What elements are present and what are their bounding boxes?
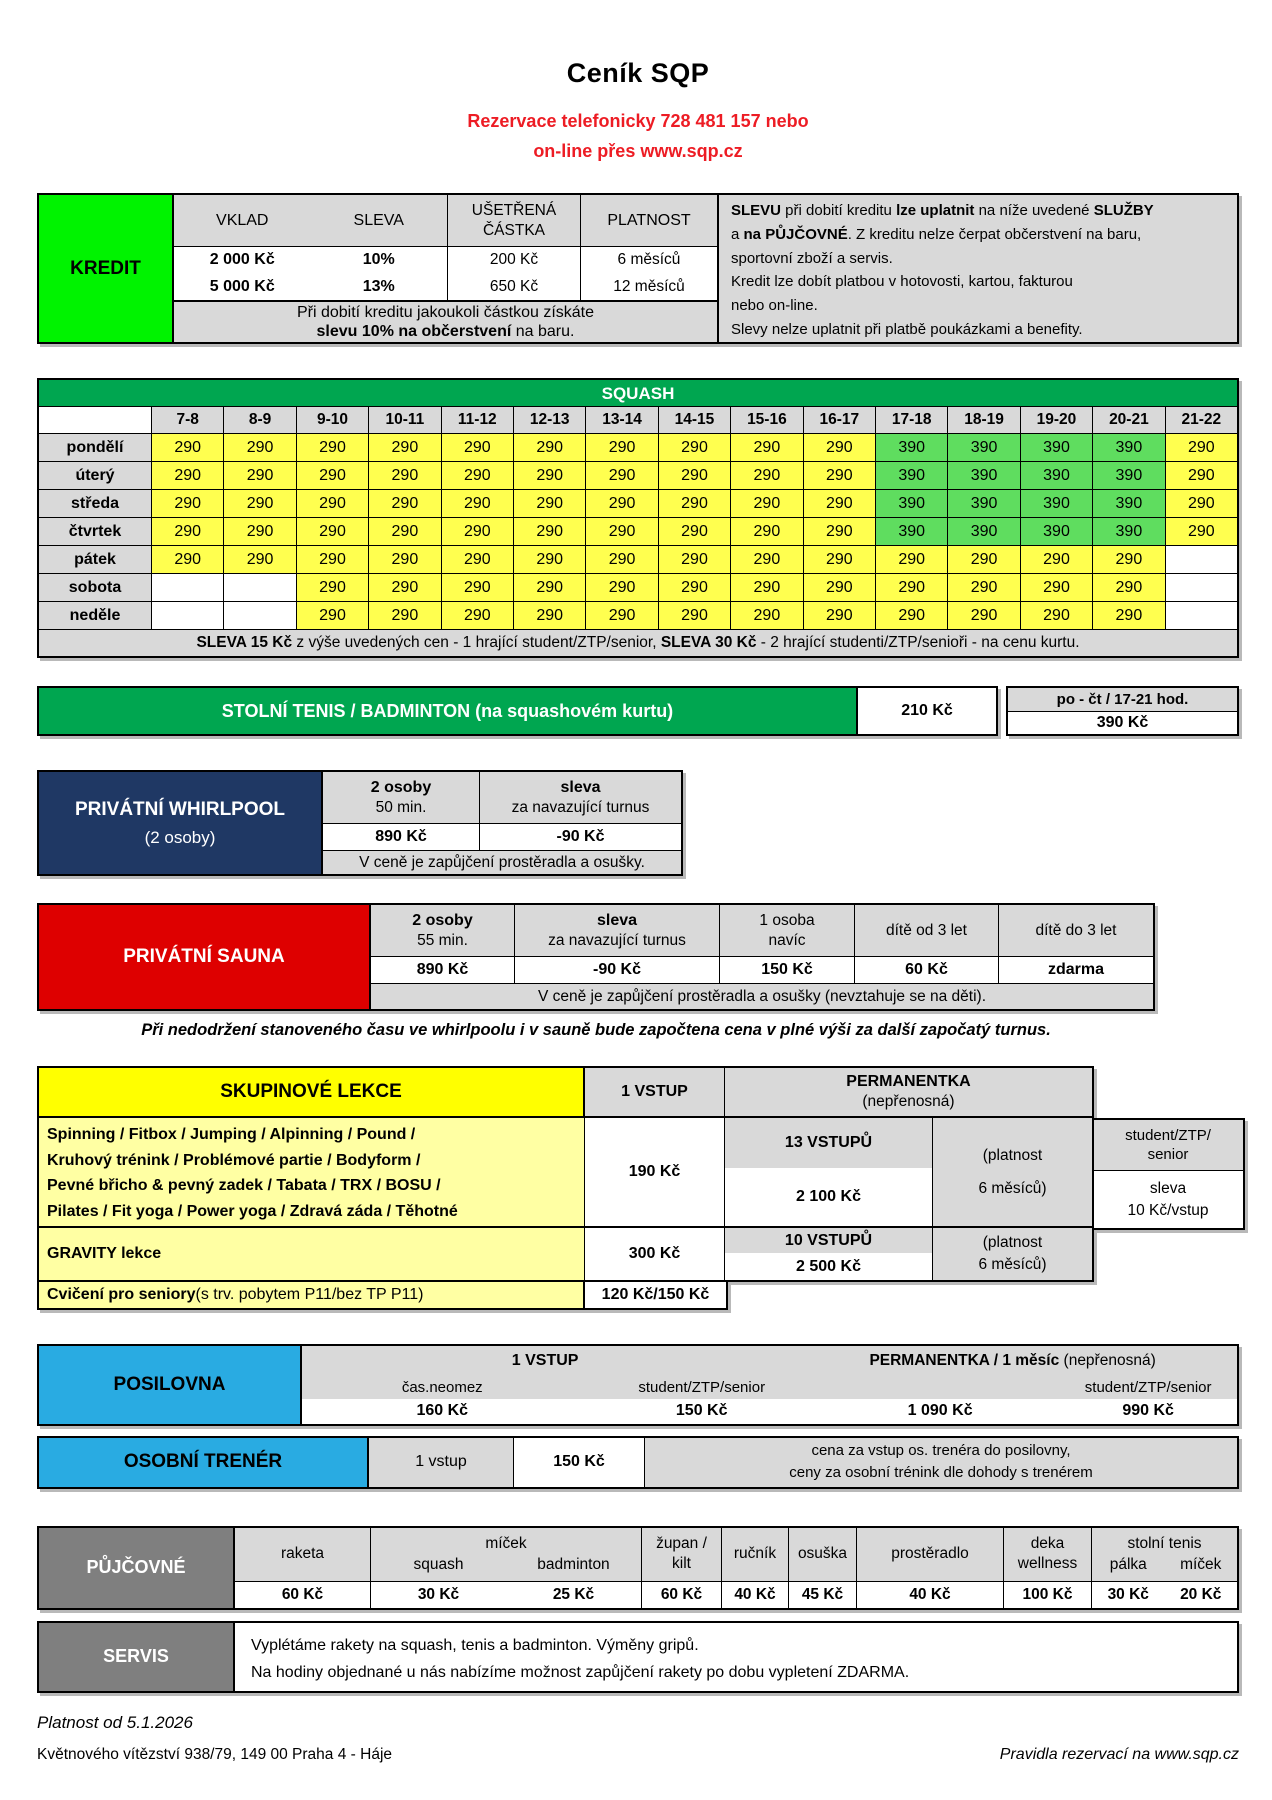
squash-price-cell: 290 <box>803 489 875 517</box>
sauna-child-under3-header: dítě do 3 let <box>1035 921 1117 939</box>
kredit-platnost-value: 6 měsíců <box>617 251 681 269</box>
rental-sub-label: squash <box>413 1555 464 1573</box>
rental-column <box>1091 1528 1237 1608</box>
rental-sub-price: 20 Kč <box>1180 1585 1222 1603</box>
kredit-sleva-value: 13% <box>362 277 395 295</box>
gravity-lesson-name: GRAVITY lekce <box>39 1228 585 1280</box>
squash-price-cell: 290 <box>585 489 657 517</box>
squash-time-header: 13-14 <box>585 407 657 433</box>
rental-label: PŮJČOVNÉ <box>39 1528 235 1608</box>
group-lessons-entry-header: 1 VSTUP <box>585 1068 725 1116</box>
rental-sub-label: pálka <box>1109 1555 1147 1573</box>
squash-price-cell: 290 <box>585 433 657 461</box>
squash-price-cell: 290 <box>1165 489 1237 517</box>
student-discount-box <box>1092 1118 1245 1230</box>
squash-grid <box>39 407 1237 629</box>
kredit-label: KREDIT <box>39 195 174 342</box>
squash-price-cell: 290 <box>368 545 440 573</box>
gravity-entry-price: 300 Kč <box>585 1228 725 1280</box>
squash-price-cell <box>151 601 223 629</box>
squash-price-cell: 290 <box>1165 517 1237 545</box>
sauna-price: 890 Kč <box>371 957 515 983</box>
rental-column-price <box>371 1581 641 1608</box>
lesson-pass-price: 2 100 Kč <box>725 1168 932 1226</box>
squash-price-cell <box>223 601 295 629</box>
lesson-entry-price: 190 Kč <box>585 1118 725 1226</box>
table-tennis-title: STOLNÍ TENIS / BADMINTON (na squashovém kurtu) <box>39 688 856 734</box>
squash-time-header: 14-15 <box>658 407 730 433</box>
squash-price-cell: 390 <box>1092 461 1164 489</box>
squash-price-cell: 390 <box>1020 489 1092 517</box>
sauna-header-row <box>371 905 1153 957</box>
gym-header-row <box>302 1346 1237 1377</box>
squash-price-cell: 290 <box>658 461 730 489</box>
squash-price-cell: 390 <box>947 433 1019 461</box>
rental-column <box>235 1528 370 1608</box>
sauna-price-row <box>371 957 1153 984</box>
kredit-usetrena-value: 200 Kč <box>448 247 581 273</box>
squash-price-cell: 290 <box>947 573 1019 601</box>
group-lessons-title: SKUPINOVÉ LEKCE <box>39 1068 585 1116</box>
gravity-pass-validity: (platnost 6 měsíců) <box>933 1228 1092 1280</box>
squash-price-cell: 390 <box>947 489 1019 517</box>
group-lessons-section <box>37 1066 1211 1310</box>
squash-time-header: 11-12 <box>441 407 513 433</box>
personal-trainer-table <box>37 1436 1239 1489</box>
gym-sub-label: student/ZTP/senior <box>1084 1379 1212 1396</box>
rental-column-title: kilt <box>672 1555 691 1572</box>
squash-time-header: 12-13 <box>513 407 585 433</box>
lesson-pass-validity: (platnost 6 měsíců) <box>933 1118 1092 1226</box>
rental-sub-label: míček <box>1180 1555 1222 1573</box>
rental-column-header: raketa <box>235 1528 370 1581</box>
squash-price-cell: 290 <box>1165 461 1237 489</box>
squash-time-header: 17-18 <box>875 407 947 433</box>
rental-column-price: 40 Kč <box>857 1581 1003 1608</box>
squash-price-cell: 290 <box>296 545 368 573</box>
squash-price-cell: 290 <box>585 601 657 629</box>
rental-column-price: 60 Kč <box>235 1581 370 1608</box>
rental-column <box>788 1528 856 1608</box>
whirlpool-duration-header: 2 osoby 50 min. <box>323 772 480 823</box>
rental-column-header: ručník <box>722 1528 788 1581</box>
gym-subheader-row <box>302 1377 1237 1399</box>
sauna-child-over3-header: dítě od 3 let <box>855 905 999 956</box>
squash-time-header: 15-16 <box>730 407 802 433</box>
squash-price-cell: 290 <box>368 489 440 517</box>
squash-price-cell: 290 <box>223 517 295 545</box>
pujcovne-columns <box>235 1528 1237 1608</box>
rental-column-header <box>1092 1528 1237 1581</box>
squash-price-cell: 290 <box>368 517 440 545</box>
squash-price-cell: 290 <box>585 517 657 545</box>
overtime-warning: Při nedodržení stanoveného času ve whirlpoolu i v sauně bude započtena cena v plné výši za další započatý turnus. <box>141 1021 1051 1039</box>
rental-column-title: deka <box>1030 1535 1065 1552</box>
gym-sub-label: student/ZTP/senior <box>638 1379 766 1396</box>
kredit-table <box>37 193 1239 344</box>
squash-price-cell: 290 <box>585 573 657 601</box>
rental-column-price <box>1092 1581 1237 1608</box>
rental-sub-price: 25 Kč <box>552 1585 595 1603</box>
squash-day-label: pondělí <box>39 433 151 461</box>
sauna-label: PRIVÁTNÍ SAUNA <box>39 905 371 1009</box>
squash-price-cell: 290 <box>441 601 513 629</box>
squash-price-cell: 390 <box>875 461 947 489</box>
squash-price-cell: 390 <box>1020 517 1092 545</box>
squash-price-cell: 290 <box>296 489 368 517</box>
trainer-entry-price: 150 Kč <box>514 1438 645 1487</box>
squash-price-cell: 290 <box>1020 573 1092 601</box>
kredit-platnost-value: 12 měsíců <box>613 277 685 295</box>
squash-day-label: pátek <box>39 545 151 573</box>
rental-group-title: stolní tenis <box>1127 1534 1202 1552</box>
validity-note: Platnost od 5.1.2026 <box>37 1712 193 1732</box>
squash-price-cell <box>1165 573 1237 601</box>
squash-price-cell <box>1165 545 1237 573</box>
seniors-exercise-price: 120 Kč/150 Kč <box>585 1282 726 1308</box>
squash-price-cell: 290 <box>875 545 947 573</box>
squash-price-cell: 290 <box>1165 433 1237 461</box>
whirlpool-header-row <box>323 772 681 824</box>
rental-sub-price: 30 Kč <box>417 1585 460 1603</box>
seniors-exercise-row <box>37 1280 728 1310</box>
squash-price-cell: 290 <box>368 573 440 601</box>
kredit-vklad-value: 5 000 Kč <box>209 277 275 295</box>
squash-price-cell: 290 <box>151 517 223 545</box>
squash-time-header: 10-11 <box>368 407 440 433</box>
table-tennis-evening-table <box>1006 686 1239 736</box>
squash-price-cell: 290 <box>658 489 730 517</box>
squash-price-cell: 290 <box>368 433 440 461</box>
squash-price-cell: 390 <box>947 461 1019 489</box>
squash-time-header: 20-21 <box>1092 407 1164 433</box>
kredit-vklad-value: 2 000 Kč <box>209 251 275 269</box>
table-tennis-evening-price: 390 Kč <box>1008 712 1237 734</box>
squash-price-cell: 390 <box>947 517 1019 545</box>
squash-price-cell: 290 <box>658 601 730 629</box>
squash-price-cell: 290 <box>730 573 802 601</box>
squash-price-cell: 290 <box>441 433 513 461</box>
squash-time-header: 18-19 <box>947 407 1019 433</box>
gym-pass-header: PERMANENTKA / 1 měsíc (nepřenosná) <box>869 1352 1156 1369</box>
kredit-note: Při dobití kreditu jakoukoli částkou získáte slevu 10% na občerstvení na baru. <box>174 300 717 342</box>
reservation-info <box>37 106 1239 166</box>
rental-column-price: 100 Kč <box>1004 1581 1091 1608</box>
squash-price-cell: 290 <box>296 461 368 489</box>
squash-price-cell: 290 <box>803 517 875 545</box>
squash-price-cell: 290 <box>658 545 730 573</box>
lesson-pass-count: 13 VSTUPŮ <box>725 1118 932 1168</box>
gym-sub-label <box>821 1377 1059 1399</box>
gym-price: 1 090 Kč <box>907 1402 973 1419</box>
kredit-columns <box>174 195 719 342</box>
gravity-lessons-row <box>39 1228 1092 1280</box>
whirlpool-discount-price: -90 Kč <box>556 828 605 845</box>
squash-price-cell: 290 <box>803 573 875 601</box>
table-tennis-price: 210 Kč <box>856 688 996 734</box>
squash-price-cell: 290 <box>441 489 513 517</box>
group-lessons-main-row <box>39 1118 1092 1228</box>
reservation-rules-note: Pravidla rezervací na www.sqp.cz <box>999 1745 1239 1763</box>
group-lessons-header-row <box>39 1068 1092 1118</box>
gravity-pass-price: 2 500 Kč <box>725 1253 932 1280</box>
student-discount-value: sleva 10 Kč/vstup <box>1127 1180 1209 1219</box>
rental-group-title: míček <box>485 1534 527 1552</box>
squash-price-cell: 390 <box>875 489 947 517</box>
trainer-entry-label: 1 vstup <box>369 1438 514 1487</box>
gym-entry-header: 1 VSTUP <box>511 1352 579 1369</box>
squash-price-cell: 290 <box>441 517 513 545</box>
seniors-exercise-name: Cvičení pro seniory (s trv. pobytem P11/bez TP P11) <box>39 1282 585 1308</box>
group-lessons-table <box>37 1066 1094 1282</box>
squash-time-header: 9-10 <box>296 407 368 433</box>
squash-price-cell: 290 <box>223 545 295 573</box>
sauna-extra-person-price: 150 Kč <box>720 957 855 983</box>
page-title: Ceník SQP <box>566 58 710 88</box>
rental-column-price: 60 Kč <box>642 1581 721 1608</box>
squash-price-cell: 390 <box>1092 489 1164 517</box>
rental-column <box>721 1528 788 1608</box>
squash-time-header: 19-20 <box>1020 407 1092 433</box>
rental-column <box>641 1528 721 1608</box>
rental-column-title: wellness <box>1017 1555 1078 1572</box>
squash-price-cell: 290 <box>368 601 440 629</box>
squash-price-cell <box>1165 601 1237 629</box>
squash-price-cell <box>151 573 223 601</box>
squash-price-cell: 290 <box>585 461 657 489</box>
service-table <box>37 1621 1239 1693</box>
squash-time-header: 16-17 <box>803 407 875 433</box>
gym-label: POSILOVNA <box>39 1346 302 1424</box>
lesson-list: Spinning / Fitbox / Jumping / Alpinning / Pound / Kruhový trénink / Problémové partie / Bodyform / Pevné břicho & pevný zadek / Tabata / TRX / BOSU / Pilates / Fit yoga / Power yoga / Zdravá záda / Těhotné <box>39 1118 585 1226</box>
rental-sub-label: badminton <box>537 1555 610 1573</box>
squash-price-cell: 290 <box>151 461 223 489</box>
kredit-header-sleva: SLEVA <box>353 211 404 229</box>
squash-time-header: 7-8 <box>151 407 223 433</box>
gravity-pass-count: 10 VSTUPŮ <box>725 1228 932 1253</box>
rental-column <box>1003 1528 1091 1608</box>
squash-price-cell: 290 <box>947 545 1019 573</box>
gym-table <box>37 1344 1239 1426</box>
squash-price-cell: 390 <box>1020 433 1092 461</box>
squash-discount-note: SLEVA 15 Kč z výše uvedených cen - 1 hrající student/ZTP/senior, SLEVA 30 Kč - 2 hrající studenti/ZTP/senioři - na cenu kurtu. <box>39 629 1237 656</box>
squash-price-cell: 290 <box>441 573 513 601</box>
service-text: Vyplétáme rakety na squash, tenis a badminton. Výměny gripů. Na hodiny objednané u nás nabízíme možnost zapůjčení rakety po dobu vypletení ZDARMA. <box>235 1623 1237 1691</box>
kredit-info-text: SLEVU při dobití kreditu lze uplatnit na níže uvedené SLUŽBY a na PŮJČOVNÉ. Z kreditu nelze čerpat občerstvení na baru, sportovní zboží a servis. Kredit lze dobít platbou v hotovosti, kartou, fakturou nebo on-line. Slevy nelze uplatnit při platbě poukázkami a benefity. <box>719 195 1237 342</box>
whirlpool-discount-header: sleva za navazující turnus <box>511 778 650 816</box>
sauna-table <box>37 903 1155 1011</box>
squash-price-cell: 290 <box>513 545 585 573</box>
rental-column <box>370 1528 641 1608</box>
rental-column <box>856 1528 1003 1608</box>
squash-price-cell: 290 <box>730 433 802 461</box>
rental-table <box>37 1526 1239 1610</box>
squash-price-cell: 290 <box>730 461 802 489</box>
squash-price-cell: 290 <box>151 489 223 517</box>
squash-price-cell: 290 <box>1092 601 1164 629</box>
squash-price-cell: 290 <box>658 433 730 461</box>
kredit-row <box>174 247 717 273</box>
squash-price-cell: 390 <box>875 433 947 461</box>
kredit-header-vklad-sleva <box>174 195 448 246</box>
rental-column-header <box>642 1528 721 1581</box>
squash-time-header: 21-22 <box>1165 407 1237 433</box>
squash-price-cell: 290 <box>658 517 730 545</box>
gym-price-row <box>302 1399 1237 1424</box>
squash-price-cell: 290 <box>151 545 223 573</box>
squash-price-cell: 290 <box>730 601 802 629</box>
squash-price-cell: 290 <box>441 545 513 573</box>
kredit-header-platnost: PLATNOST <box>607 211 691 229</box>
squash-price-cell: 390 <box>1020 461 1092 489</box>
squash-price-cell: 290 <box>730 545 802 573</box>
kredit-sleva-value: 10% <box>362 251 395 269</box>
squash-price-cell: 290 <box>296 433 368 461</box>
kredit-header-usetrena: UŠETŘENÁ ČÁSTKA <box>448 195 581 246</box>
reservation-line-2: on-line přes www.sqp.cz <box>533 141 743 161</box>
squash-price-cell: 290 <box>730 517 802 545</box>
kredit-usetrena-value: 650 Kč <box>448 274 581 300</box>
squash-price-cell: 290 <box>1020 601 1092 629</box>
rental-column-price: 40 Kč <box>722 1581 788 1608</box>
whirlpool-price: 890 Kč <box>323 824 480 850</box>
kredit-header-row <box>174 195 717 247</box>
whirlpool-table <box>37 770 683 876</box>
squash-corner-cell <box>39 407 151 433</box>
rental-column-price: 45 Kč <box>789 1581 856 1608</box>
squash-price-cell: 390 <box>1092 517 1164 545</box>
sauna-duration-header: 2 osoby 55 min. <box>371 905 515 956</box>
kredit-header-vklad: VKLAD <box>216 211 269 229</box>
squash-price-cell: 290 <box>513 489 585 517</box>
squash-price-cell: 290 <box>947 601 1019 629</box>
trainer-note: cena za vstup os. trenéra do posilovny, ceny za osobní trénink dle dohody s trenérem <box>645 1438 1237 1487</box>
squash-price-cell: 290 <box>1020 545 1092 573</box>
rental-column-header: osuška <box>789 1528 856 1581</box>
squash-price-cell <box>223 573 295 601</box>
squash-day-label: úterý <box>39 461 151 489</box>
squash-price-cell: 390 <box>1092 433 1164 461</box>
squash-price-cell: 290 <box>875 573 947 601</box>
squash-price-cell: 290 <box>730 489 802 517</box>
squash-time-header: 8-9 <box>223 407 295 433</box>
squash-price-cell: 290 <box>223 461 295 489</box>
gym-price: 160 Kč <box>416 1402 469 1419</box>
squash-price-cell: 290 <box>1092 545 1164 573</box>
whirlpool-note: V ceně je zapůjčení prostěradla a osušky. <box>323 851 681 874</box>
squash-price-cell: 290 <box>658 573 730 601</box>
squash-price-cell: 390 <box>875 517 947 545</box>
squash-price-cell: 290 <box>296 601 368 629</box>
service-label: SERVIS <box>39 1623 235 1691</box>
sauna-child-under3-price: zdarma <box>1047 961 1105 978</box>
squash-price-cell: 290 <box>441 461 513 489</box>
sauna-discount-price: -90 Kč <box>515 957 720 983</box>
rental-column-header <box>371 1528 641 1581</box>
squash-day-label: čtvrtek <box>39 517 151 545</box>
squash-price-cell: 290 <box>151 433 223 461</box>
gym-sub-label: čas.neomez <box>401 1379 483 1396</box>
squash-price-cell: 290 <box>513 433 585 461</box>
squash-table <box>37 378 1239 658</box>
sauna-child-over3-price: 60 Kč <box>855 957 999 983</box>
reservation-line-1: Rezervace telefonicky 728 481 157 nebo <box>467 111 809 131</box>
whirlpool-price-row <box>323 824 681 851</box>
kredit-row <box>174 274 717 300</box>
squash-price-cell: 290 <box>585 545 657 573</box>
squash-title: SQUASH <box>39 380 1237 407</box>
address: Květnového vítězství 938/79, 149 00 Praha 4 - Háje <box>37 1745 393 1763</box>
table-tennis-table <box>37 686 998 736</box>
rental-column-title: župan / <box>656 1535 707 1552</box>
squash-price-cell: 290 <box>296 517 368 545</box>
rental-sub-price: 30 Kč <box>1107 1585 1149 1603</box>
student-discount-label: student/ZTP/ senior <box>1094 1120 1243 1171</box>
rental-column-header: prostěradlo <box>857 1528 1003 1581</box>
whirlpool-label: PRIVÁTNÍ WHIRLPOOL (2 osoby) <box>39 772 323 874</box>
squash-price-cell: 290 <box>223 489 295 517</box>
squash-price-cell: 290 <box>803 601 875 629</box>
sauna-discount-header: sleva za navazující turnus <box>515 905 720 956</box>
table-tennis-section <box>37 686 1239 736</box>
group-lessons-pass-header: PERMANENTKA (nepřenosná) <box>725 1068 1092 1116</box>
squash-price-cell: 290 <box>803 545 875 573</box>
squash-day-label: středa <box>39 489 151 517</box>
squash-day-label: neděle <box>39 601 151 629</box>
squash-price-cell: 290 <box>803 433 875 461</box>
sauna-note: V ceně je zapůjčení prostěradla a osušky (nevztahuje se na děti). <box>371 984 1153 1009</box>
gym-price: 990 Kč <box>1122 1402 1174 1419</box>
squash-price-cell: 290 <box>875 601 947 629</box>
squash-price-cell: 290 <box>1092 573 1164 601</box>
squash-price-cell: 290 <box>513 517 585 545</box>
table-tennis-evening-label: po - čt / 17-21 hod. <box>1008 688 1237 712</box>
squash-day-label: sobota <box>39 573 151 601</box>
gym-price: 150 Kč <box>675 1402 728 1419</box>
personal-trainer-label: OSOBNÍ TRENÉR <box>39 1438 369 1487</box>
rental-column-header <box>1004 1528 1091 1581</box>
squash-price-cell: 290 <box>513 573 585 601</box>
sauna-extra-person-header: 1 osoba navíc <box>720 905 855 956</box>
squash-price-cell: 290 <box>223 433 295 461</box>
squash-price-cell: 290 <box>513 601 585 629</box>
squash-price-cell: 290 <box>803 461 875 489</box>
squash-price-cell: 290 <box>513 461 585 489</box>
squash-price-cell: 290 <box>296 573 368 601</box>
squash-price-cell: 290 <box>368 461 440 489</box>
